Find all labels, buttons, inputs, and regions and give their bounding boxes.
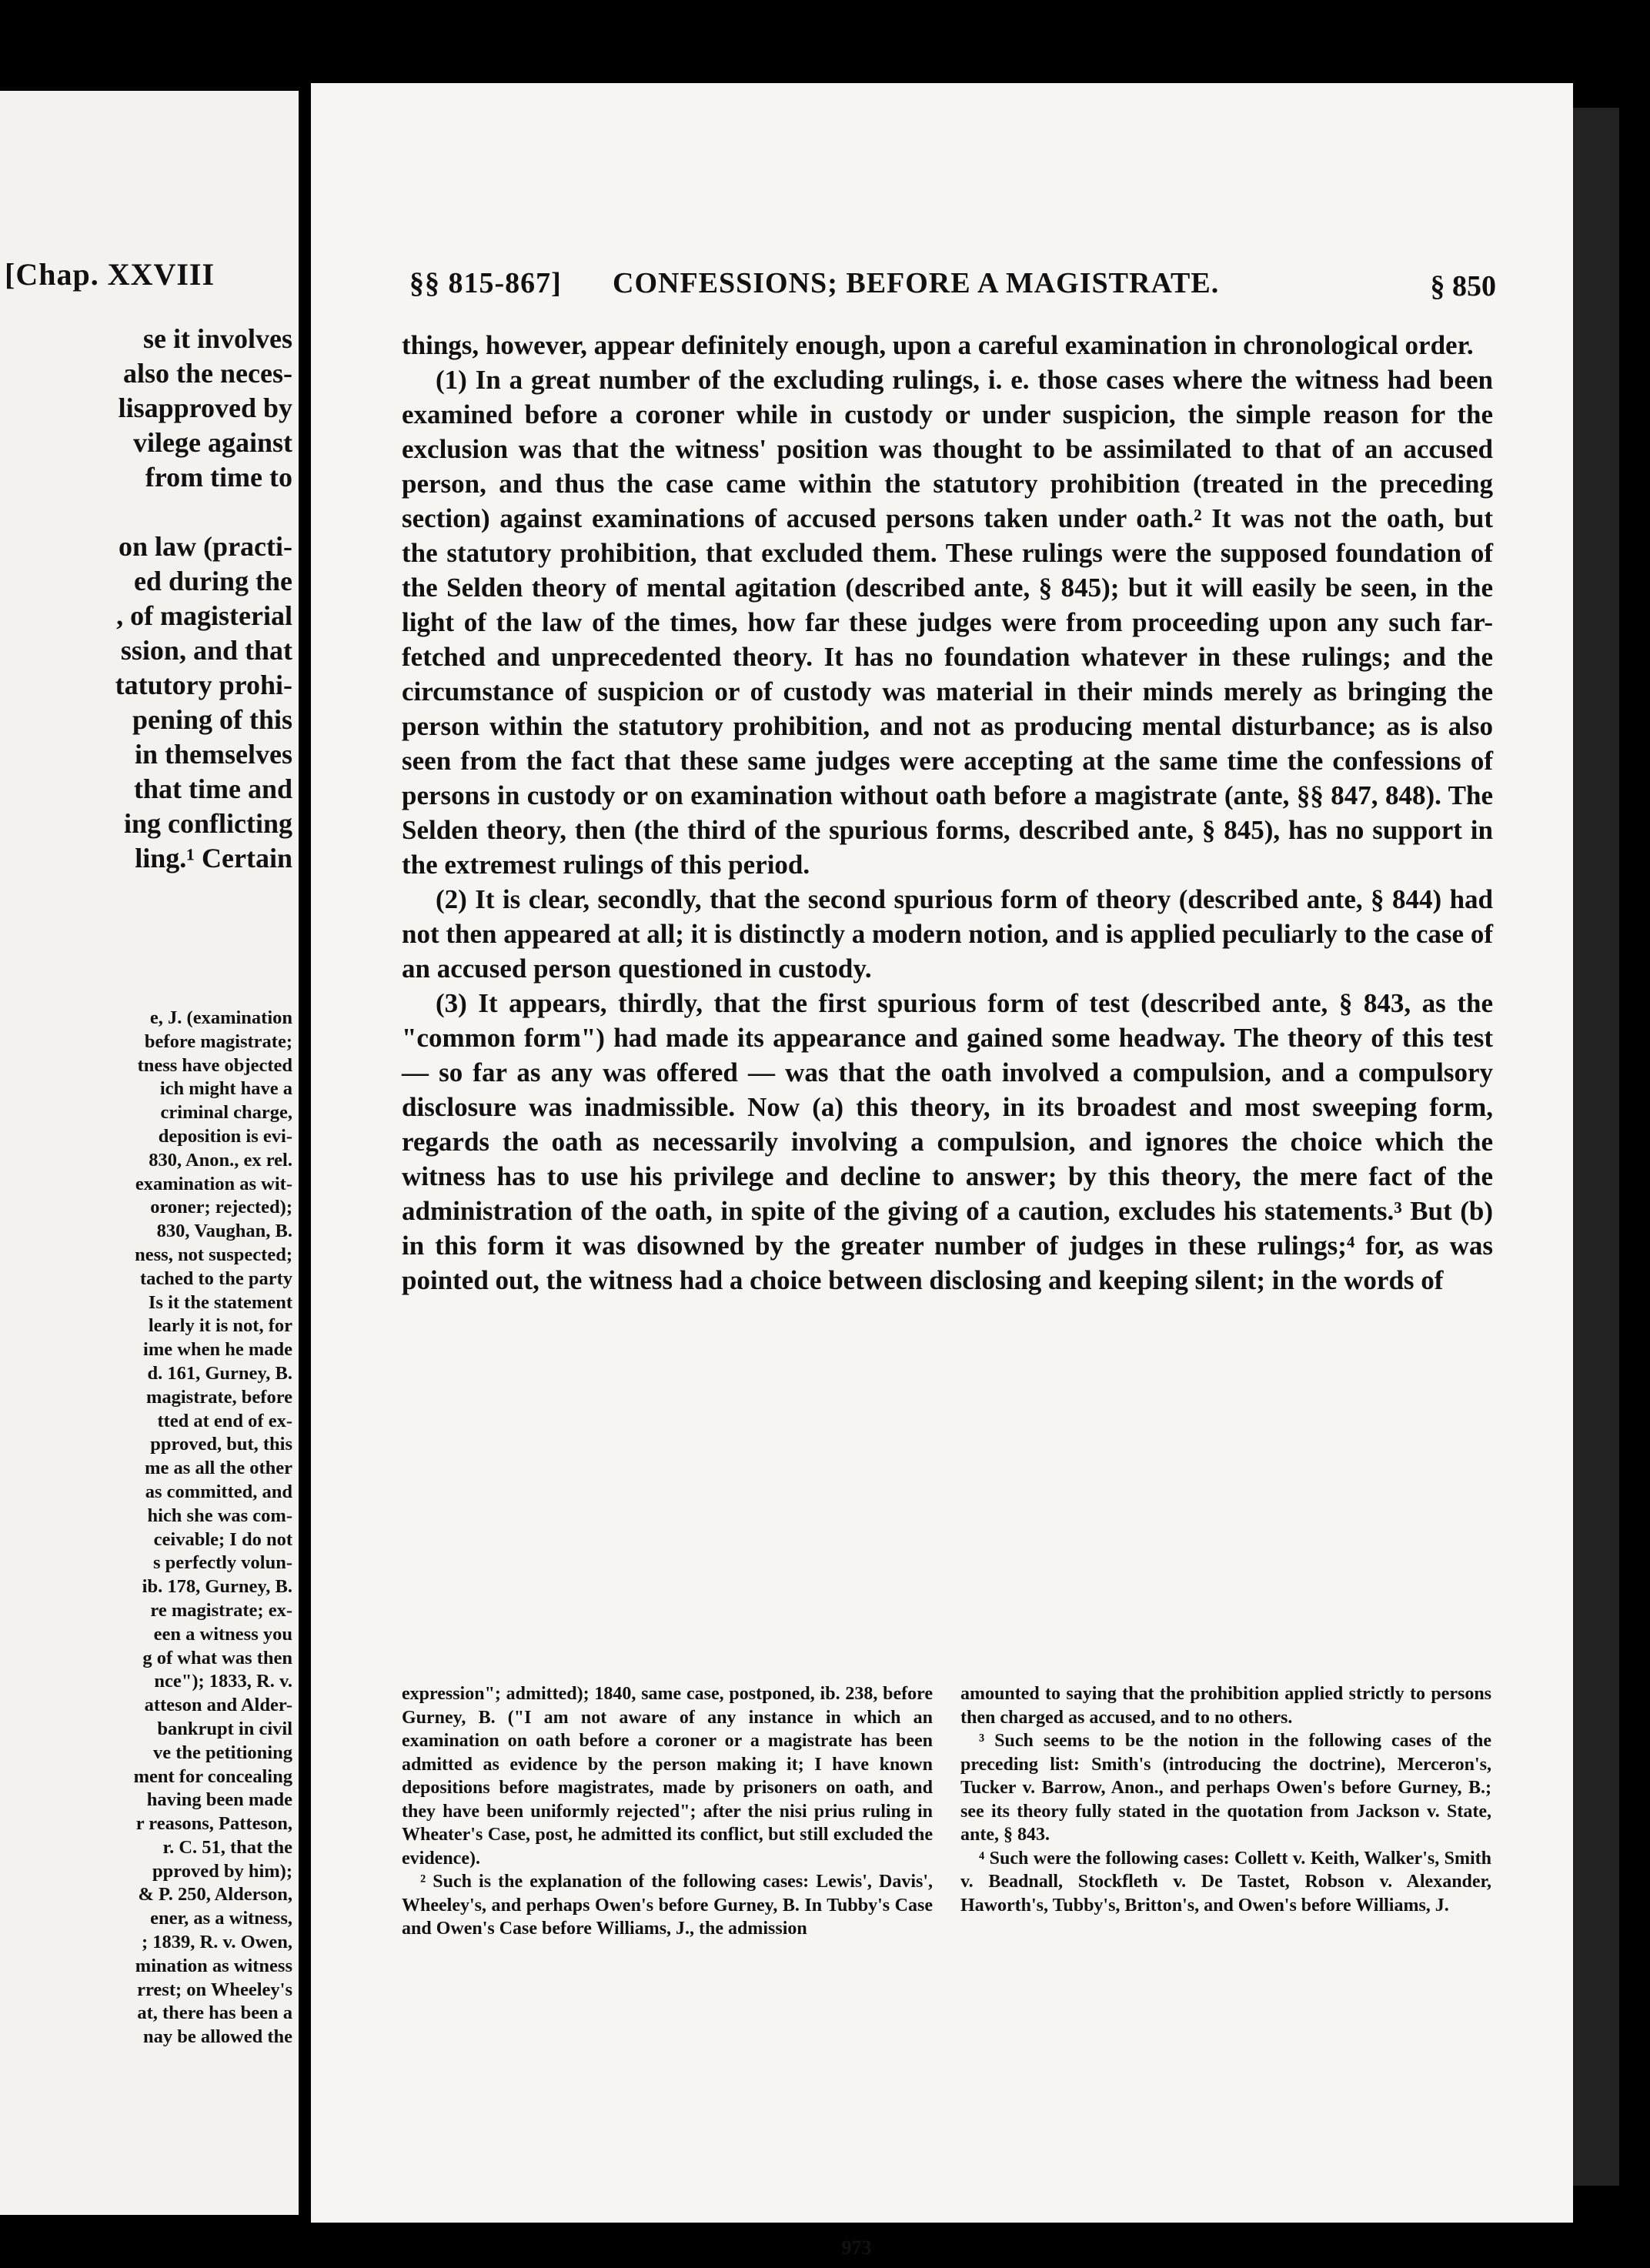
left-page-line: ness, not suspected; — [135, 1244, 292, 1265]
left-page-line: tached to the party — [139, 1268, 292, 1289]
left-page-line: r. C. 51, that the — [162, 1836, 292, 1858]
left-page-line: ling.¹ Certain — [135, 843, 292, 873]
left-running-head: [Chap. XXVIII — [5, 257, 215, 292]
page-number: 973 — [841, 2236, 872, 2259]
left-page-line: ed during the — [133, 566, 292, 596]
left-page-line: before magistrate; — [144, 1030, 292, 1052]
left-page-line: magistrate, before — [145, 1386, 292, 1408]
page-gutter — [299, 91, 311, 2215]
left-page-line: ich might have a — [159, 1078, 292, 1100]
paragraph: (1) In a great number of the excluding rulings, i. e. those cases where the witness had been examined before a coroner while in custody or under suspicion, the simple reason for the exclusion was that the witness' position was thought to be assimilated to that of an accused person, and thus the case came within the statutory prohibition (treated in the preceding section) against examinations of accused persons taken under oath.² It was not the oath, but the statutory prohibition, that excluded them. These rulings were the supposed foundation of the Selden theory of mental agitation (described ante, § 845); but it will easily be seen, in the light of the law of the times, how far these judges were from proceeding upon any such far-fetched and unprecedented theory. It has no foundation whatever in these rulings; and the circumstance of suspicion or of custody was material in their minds merely as bringing the person within the statutory prohibition, and not as producing mental disturbance; as is also seen from the fact that these same judges were accepting at the same time the confessions of persons in custody or on examination without oath before a magistrate (ante, §§ 847, 848). The Selden theory, then (the third of the spurious forms, described ante, § 845), has no support in the extremest rulings of this period. — [402, 365, 1493, 880]
left-page-line: learly it is not, for — [148, 1315, 292, 1337]
left-page-line: 830, Anon., ex rel. — [149, 1149, 292, 1171]
left-page-line — [0, 495, 292, 529]
left-page-line: tted at end of ex- — [157, 1410, 292, 1431]
left-page-line: nay be allowed the — [143, 2026, 292, 2048]
left-page-line: in themselves — [135, 739, 292, 770]
paragraph: things, however, appear definitely enough, upon a careful examination in chronological order. — [402, 330, 1474, 360]
left-page-line: ve the petitioning — [152, 1742, 292, 1763]
left-page-line: oroner; rejected); — [150, 1197, 292, 1218]
left-page-line: pening of this — [132, 704, 292, 735]
left-page-line: on law (practi- — [119, 531, 292, 562]
left-page-line: mination as witness — [135, 1955, 292, 1976]
footnote: ⁴ Such were the following cases: Collett v. Keith, Walker's, Smith v. Beadnall, Stockfleth v. De Tastet, Robson v. Alexander, Haworth's, Tubby's, Britton's, and Owen's before Williams, J. — [960, 1848, 1491, 1916]
footnotes-right-column — [960, 1682, 1491, 1917]
left-page-line: een a witness you — [153, 1623, 292, 1645]
footnote: expression"; admitted); 1840, same case, postponed, ib. 238, before Gurney, B. ("I am not aware of any instance in which an examination on oath before a coroner or a magistrate has been admitted as evidence by the person making it; I have known depositions before magistrates, made by prisoners on oath, and they have been uniformly rejected"; after the nisi prius ruling in Wheater's Case, post, he admitted its conflict, but still excluded the evidence). — [402, 1684, 933, 1869]
footnote: ³ Such seems to be the notion in the following cases of the preceding list: Smith's (introducing the doctrine), Merceron's, Tucker v. Barrow, Anon., and perhaps Owen's before Gurney, B.; see its theory fully stated in the quotation from Jackson v. State, ante, § 843. — [960, 1731, 1491, 1845]
left-page-line: tatutory prohi- — [115, 670, 292, 700]
left-page-line: se it involves — [143, 323, 292, 354]
left-page-line: Is it the statement — [148, 1291, 292, 1313]
header-section-number: § 850 — [1430, 270, 1496, 302]
left-page-line: ime when he made — [143, 1339, 292, 1361]
left-page-line: pproved by him); — [152, 1860, 292, 1882]
left-page-line: , of magisterial — [116, 600, 292, 631]
left-page-line: lisapproved by — [118, 392, 292, 423]
left-page-line: & P. 250, Alderson, — [138, 1884, 292, 1906]
left-page-line: me as all the other — [145, 1458, 292, 1479]
main-text — [402, 328, 1493, 1298]
left-page-line: deposition is evi- — [158, 1125, 292, 1147]
left-page-line: atteson and Alder- — [144, 1695, 292, 1716]
running-header — [409, 266, 1496, 305]
right-page — [311, 83, 1573, 2259]
left-page-line: rrest; on Wheeley's — [137, 1979, 292, 2000]
left-page-line: ib. 178, Gurney, B. — [142, 1576, 292, 1598]
left-page-line: as committed, and — [145, 1481, 292, 1502]
left-page-line: hich she was com- — [147, 1505, 292, 1526]
left-page-line: tness have objected — [137, 1054, 292, 1076]
left-page-line: also the neces- — [123, 358, 292, 389]
left-page-line: ssion, and that — [120, 635, 292, 666]
left-page-line: vilege against — [133, 427, 292, 458]
left-page-line: ; 1839, R. v. Owen, — [142, 1932, 292, 1953]
paragraph: (3) It appears, thirdly, that the first spurious form of test (described ante, § 843, as the "common form") had made its appearance and gained some headway. The theory of this test — so far as any was offered — was that the oath involved a compulsion, and a compulsory disclosure was inadmissible. Now (a) this theory, in its broadest and most sweeping form, regards the oath as necessarily involving a compulsion, and ignores the choice which the witness has to use his privilege and decline to answer; by this theory, the mere fact of the administration of the oath, in spite of the giving of a caution, excludes his statements.³ But (b) in this form it was disowned by the greater number of judges in these rulings;⁴ for, as was pointed out, the witness had a choice between disclosing and keeping silent; in the words of — [402, 988, 1493, 1295]
left-page-line: s perfectly volun- — [153, 1552, 292, 1574]
left-page-line: ing conflicting — [123, 808, 292, 839]
left-page-line: nce"); 1833, R. v. — [154, 1671, 292, 1692]
left-page-line: examination as wit- — [135, 1173, 292, 1194]
left-page-line: 830, Vaughan, B. — [156, 1221, 292, 1242]
left-page-line: e, J. (examination — [149, 1007, 292, 1028]
left-page-line: criminal charge, — [160, 1102, 292, 1124]
left-page-line: that time and — [134, 773, 292, 804]
left-page-line: ment for concealing — [133, 1765, 292, 1787]
header-title: CONFESSIONS; BEFORE A MAGISTRATE. — [613, 267, 1220, 299]
left-page-line: g of what was then — [142, 1647, 292, 1668]
footnote: ² Such is the explanation of the following cases: Lewis', Davis', Wheeley's, and perhaps Owen's before Gurney, B. In Tubby's Case and Owen's Case before Williams, J., the admission — [402, 1872, 933, 1939]
left-page-line: at, there has been a — [137, 2002, 292, 2024]
footnote: amounted to saying that the prohibition applied strictly to persons then charged as accused, and to no others. — [960, 1684, 1491, 1728]
left-page-body — [0, 322, 292, 876]
header-section-range: §§ 815-867] — [409, 267, 562, 299]
left-page-line: having been made — [146, 1789, 292, 1811]
left-page — [0, 91, 299, 2215]
paragraph: (2) It is clear, secondly, that the second spurious form of theory (described ante, § 844) had not then appeared at all; it is distinctly a modern notion, and is applied peculiarly to the case of an accused person questioned in custody. — [402, 884, 1493, 984]
left-page-line: re magistrate; ex- — [150, 1599, 292, 1621]
left-page-line: r reasons, Patteson, — [135, 1813, 292, 1835]
left-page-line: ener, as a witness, — [150, 1908, 292, 1929]
left-page-line: from time to — [145, 462, 292, 493]
page-edge-shadow — [1573, 108, 1619, 2186]
left-page-line: d. 161, Gurney, B. — [147, 1362, 292, 1384]
left-page-line: ceivable; I do not — [153, 1528, 292, 1550]
left-page-footnotes — [0, 1007, 292, 2049]
footnotes-left-column — [402, 1682, 933, 1941]
left-page-line: pproved, but, this — [150, 1434, 292, 1455]
left-page-line: bankrupt in civil — [157, 1718, 292, 1739]
